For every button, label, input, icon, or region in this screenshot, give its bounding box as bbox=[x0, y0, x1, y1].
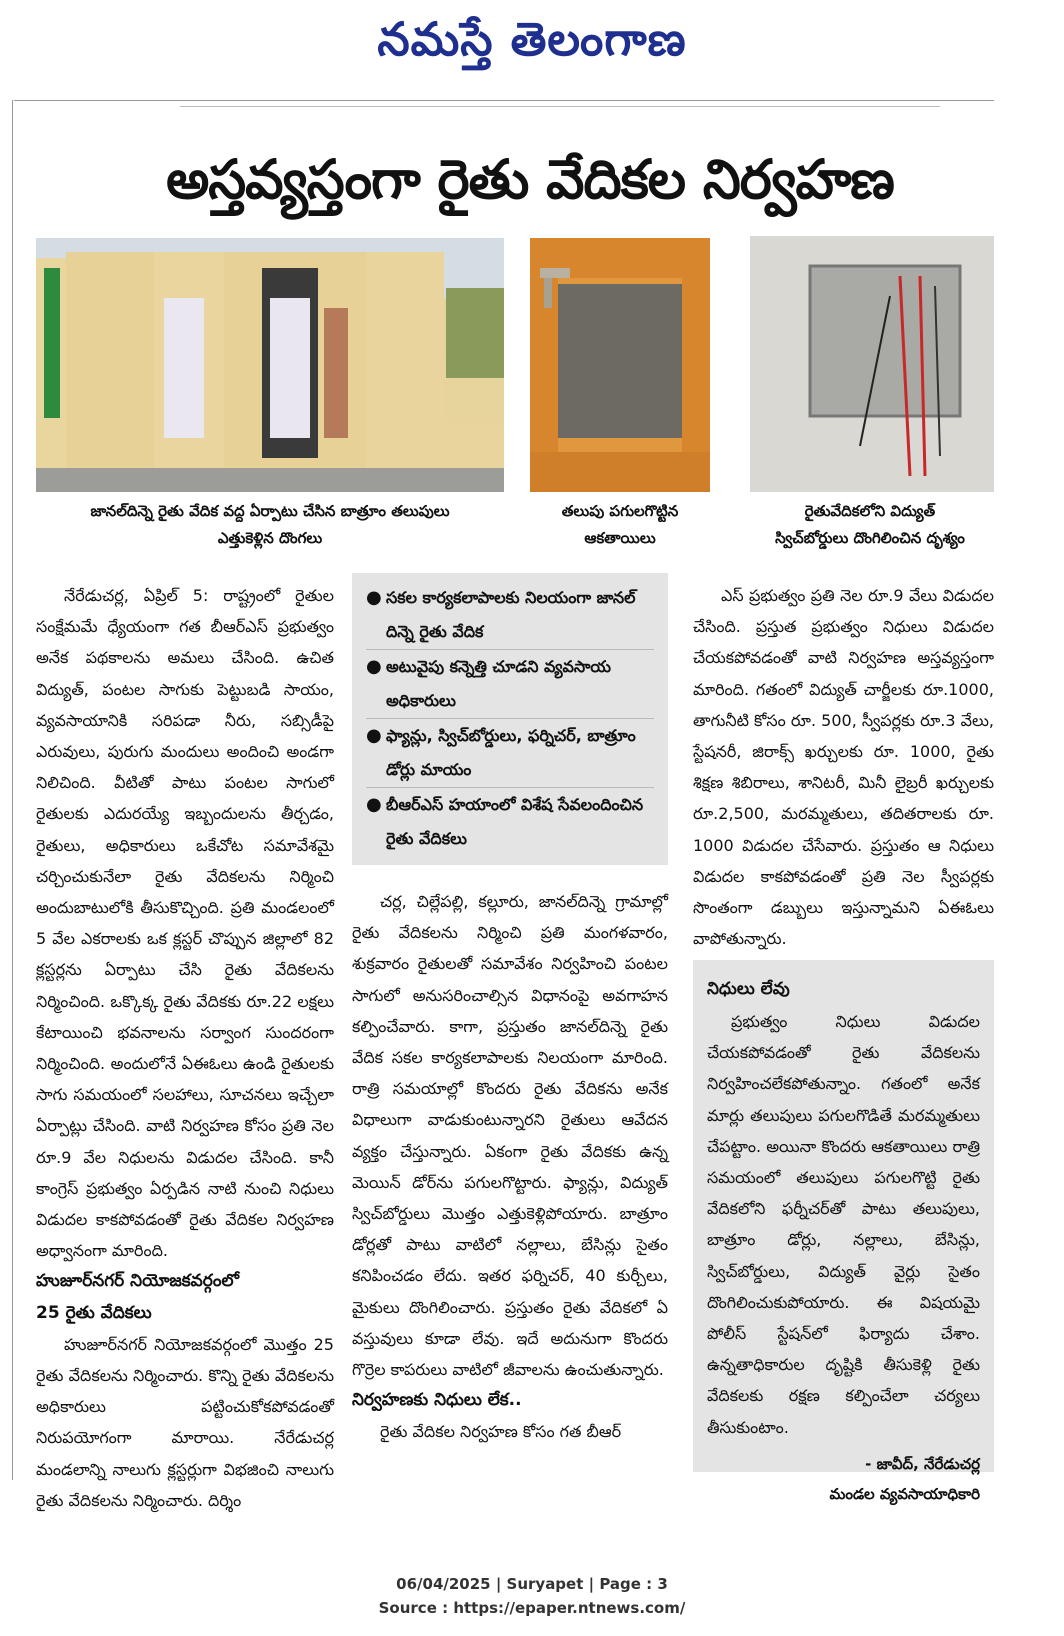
article-headline: అస్తవ్యస్తంగా రైతు వేదికల నిర్వహణ bbox=[166, 148, 894, 211]
quote-box-title: నిధులు లేవు bbox=[707, 979, 790, 999]
bullet-icon: ● bbox=[366, 725, 382, 746]
column1-subhead-line2: 25 రైతు వేదికలు bbox=[36, 1302, 152, 1323]
footer-source-line: Source : https://epaper.ntnews.com/ bbox=[378, 1599, 686, 1617]
official-quote-box bbox=[693, 960, 994, 1503]
highlight-item: ● బీఆర్‌ఎస్ హయాంలో విశేష సేవలందించిన రైతు వేదికలు bbox=[366, 788, 654, 856]
column1-subhead-line1: హుజూర్‌నగర్ నియోజకవర్గంలో bbox=[36, 1271, 239, 1292]
footer-date-line: 06/04/2025 | Suryapet | Page : 3 bbox=[396, 1575, 668, 1593]
photo2-caption-line1: తలుపు పగులగొట్టిన bbox=[561, 502, 679, 520]
photo1-caption-line2: ఎత్తుకెళ్లిన దొంగలు bbox=[217, 529, 323, 547]
photo-broken-door bbox=[530, 238, 710, 492]
article-column-3 bbox=[693, 580, 994, 954]
photo-stolen-switchboard bbox=[750, 236, 994, 492]
photo1-caption bbox=[36, 498, 504, 552]
column1-paragraph-2: హుజూర్‌నగర్ నియోజకవర్గంలో మొత్తం 25 రైతు వేదికలను నిర్మించారు. కొన్ని రైతు వేదికలను అధికారులు పట్టించుకోకపోవడంతో నిరుపయోగంగా మారాయి. నేరేడుచర్ల మండలాన్ని నాలుగు క్లస్టర్లుగా విభజించి నాలుగు రైతు వేదికలను నిర్మించారు. దిర్శిం bbox=[36, 1334, 334, 1510]
photo2-caption bbox=[530, 498, 710, 552]
left-divider bbox=[12, 100, 13, 1480]
bullet-icon: ● bbox=[366, 656, 382, 677]
article-column-2 bbox=[352, 886, 668, 1448]
highlight-item: ● ఫ్యాన్లు, స్విచ్‌బోర్డులు, ఫర్నిచర్, బాత్రూం డోర్లు మాయం bbox=[366, 719, 654, 788]
photo1-caption-line1: జానల్‌దిన్నె రైతు వేదిక వద్ద ఏర్పాటు చేసిన బాత్రూం తలుపులు bbox=[90, 502, 450, 520]
column2-paragraph-2: రైతు వేదికల నిర్వహణ కోసం గత బీఆర్ bbox=[380, 1422, 622, 1442]
photo3-caption-line1: రైతువేదికలోని విద్యుత్ bbox=[804, 502, 936, 520]
highlight-item: ● అటువైపు కన్నెత్తి చూడని వ్యవసాయ అధికారులు bbox=[366, 650, 654, 719]
highlight-item: ● సకల కార్యకలాపాలకు నిలయంగా జానల్ దిన్నె రైతు వేదిక bbox=[366, 581, 654, 650]
page-footer bbox=[0, 1572, 1064, 1620]
photo3-caption bbox=[740, 498, 1000, 552]
top-divider-secondary bbox=[180, 106, 940, 107]
column2-paragraph-1: చర్ల, చిల్లేపల్లి, కల్లూరు, జానల్‌దిన్నె గ్రామాల్లో రైతు వేదికలను నిర్మించి ప్రతి మంగళవారం, శుక్రవారం రైతులతో సమావేశం నిర్వహించి పంటల సాగులో అనుసరించాల్సిన విధానంపై అవగాహన కల్పించేవారు. కాగా, ప్రస్తుతం జానల్‌దిన్నె రైతు వేదిక సకల కార్యకలాపాలకు నిలయంగా మారింది. రాత్రి సమయాల్లో కొందరు రైతు వేదికను అనేక విధాలుగా వాడుకుంటున్నారని రైతులు ఆవేదన వ్యక్తం చేస్తున్నారు. ఏకంగా రైతు వేదికకు ఉన్న మెయిన్ డోర్‌ను పగులగొట్టారు. ఫ్యాన్లు, విద్యుత్ స్విచ్‌బోర్డులు మొత్తం ఎత్తుకెళ్లిపోయారు. బాత్రూం డోర్లతో పాటు వాటిలో నల్లాలు, బేసిన్లు సైతం కనిపించడం లేదు. ఇతర ఫర్నిచర్, 40 కుర్చీలు, మైకులు దొంగిలించారు. ప్రస్తుతం రైతు వేదికలో ఏ వస్తువులు కూడా లేవు. ఇదే అదునుగా కొందరు గొర్రెల కాపరులు వాటిలో జీవాలను ఉంచుతున్నారు. bbox=[352, 892, 668, 1380]
quote-box-text: ప్రభుత్వం నిధులు విడుదల చేయకపోవడంతో రైతు వేదికలను నిర్వహించలేకపోతున్నాం. గతంలో అనేక మార్లు తలుపులు పగులగొడితే మరమ్మతులు చేపట్టాం. అయినా కొందరు ఆకతాయిలు రాత్రి సమయంలో తలుపులు పగులగొట్టి రైతు వేదికలోని ఫర్నీచర్‌తో పాటు తలుపులు, బాత్రూం డోర్లు, నల్లాలు, బేసిన్లు, స్విచ్‌బోర్డులు, విద్యుత్ వైర్లు సైతం దొంగిలించుకుపోయారు. ఈ విషయమై పోలీస్ స్టేషన్‌లో ఫిర్యాదు చేశాం. ఉన్నతాధికారుల దృష్టికి తీసుకెళ్లి రైతు వేదికలకు రక్షణ కల్పించేలా చర్యలు తీసుకుంటాం. bbox=[707, 1012, 980, 1437]
photo-bathroom-doorways bbox=[36, 238, 504, 492]
column2-subhead: నిర్వహణకు నిధులు లేక.. bbox=[352, 1390, 522, 1411]
masthead-logo: నమస్తే తెలంగాణ bbox=[377, 12, 687, 66]
bullet-icon: ● bbox=[366, 587, 382, 608]
column1-paragraph-1: నేరేడుచర్ల, ఏప్రిల్ 5: రాష్ట్రంలో రైతుల సంక్షేమమే ధ్యేయంగా గత బీఆర్‌ఎస్ ప్రభుత్వం అనేక పథకాలను అమలు చేసింది. ఉచిత విద్యుత్, పంటల సాగుకు పెట్టుబడి సాయం, వ్యవసాయానికి సరిపడా నీరు, సబ్సిడీపై ఎరువులు, పురుగు మందులు అందించి అండగా నిలిచింది. వీటితో పాటు పంటల సాగులో రైతులకు ఎదురయ్యే ఇబ్బందులను తీర్చడం, రైతులు, అధికారులు ఒకేచోట సమావేశమై చర్చించుకునేలా రైతు వేదికలను నిర్మించి అందుబాటులోకి తీసుకొచ్చింది. ప్రతి మండలంలో 5 వేల ఎకరాలకు ఒక క్లస్టర్ చొప్పున జిల్లాలో 82 క్లస్టర్లను ఏర్పాటు చేసి రైతు వేదికలను నిర్మించింది. ఒక్కొక్క రైతు వేదికకు రూ.22 లక్షలు కేటాయించి భవనాలను సర్వాంగ సుందరంగా నిర్మించింది. అందులోనే ఏఈఓలు ఉండి రైతులకు సాగు సమయంలో సలహాలు, సూచనలు ఇచ్చేలా ఏర్పాట్లు చేసింది. వాటి నిర్వహణ కోసం ప్రతి నెల రూ.9 వేల నిధులను విడుదల చేసింది. కానీ కాంగ్రెస్ ప్రభుత్వం ఏర్పడిన నాటి నుంచి నిధులు విడుదల కాకపోవడంతో రైతు వేదికల నిర్వహణ అధ్వానంగా మారింది. bbox=[36, 586, 334, 1261]
article-column-1 bbox=[36, 580, 334, 1516]
column3-paragraph-1: ఎస్ ప్రభుత్వం ప్రతి నెల రూ.9 వేలు విడుదల చేసింది. ప్రస్తుత ప్రభుత్వం నిధులు విడుదల చేయకపోవడంతో వాటి నిర్వహణ అస్తవ్యస్తంగా మారింది. గతంలో విద్యుత్ చార్జీలకు రూ.1000, తాగునీటి కోసం రూ. 500, స్వీపర్లకు రూ.3 వేలు, స్టేషనరీ, జిరాక్స్ ఖర్చులకు రూ. 1000, రైతు శిక్షణ శిబిరాలు, శానిటరీ, మినీ లైబ్రరీ ఖర్చులకు రూ.2,500, మరమ్మతులు, తదితరాలకు రూ. 1000 విడుదల చేసేవారు. ప్రస్తుతం ఆ నిధులు విడుదల కాకపోవడంతో ప్రతి నెల స్వీపర్లకు సొంతంగా డబ్బులు ఇస్తున్నామని ఏఈఓలు వాపోతున్నారు. bbox=[693, 586, 994, 949]
highlights-box bbox=[352, 573, 668, 865]
quote-signature: - జావీద్, నేరేడుచర్ల bbox=[865, 1454, 980, 1473]
bullet-icon: ● bbox=[366, 794, 382, 815]
quote-designation: మండల వ్యవసాయాధికారి bbox=[829, 1484, 980, 1503]
photo2-caption-line2: ఆకతాయిలు bbox=[584, 529, 656, 547]
top-divider bbox=[14, 100, 994, 101]
photo3-caption-line2: స్విచ్‌బోర్డులు దొంగిలించిన దృశ్యం bbox=[775, 529, 965, 547]
